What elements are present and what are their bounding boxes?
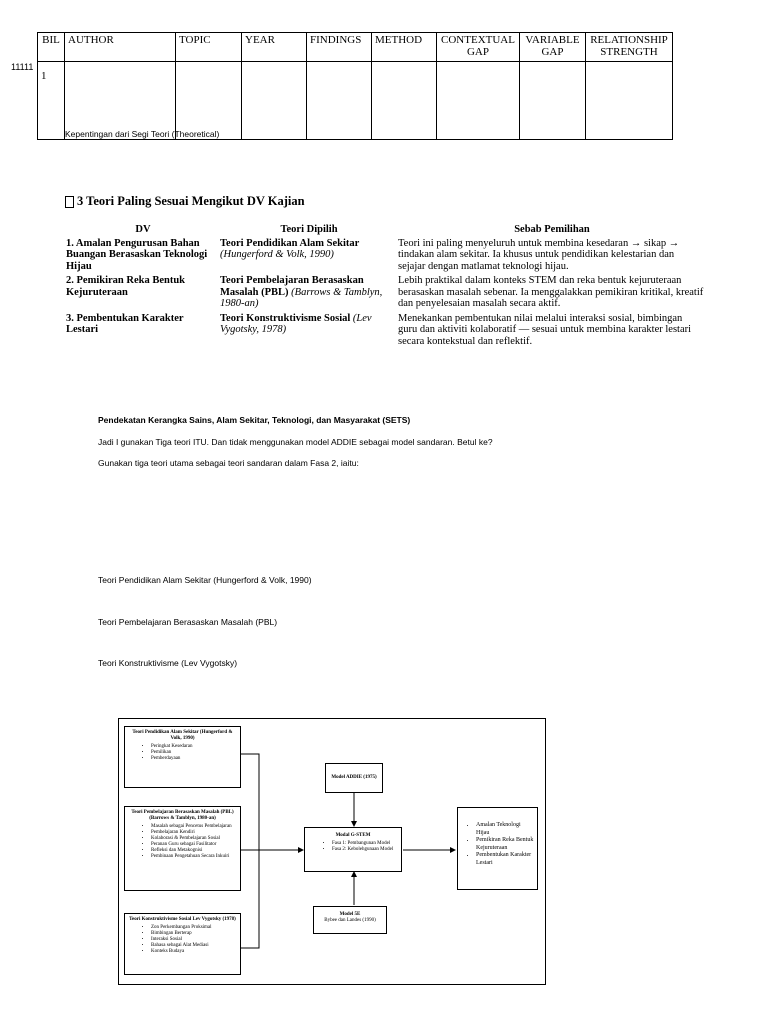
col-bil: BIL <box>38 33 65 62</box>
pbl-theory-box: Teori Pembelajaran Berasaskan Masalah (PBL) (Barrows & Tamblyn, 1980-an) • Masalah sebagai Pencetus Pembelajaran • Pembelajaran Kendiri • Kolaborasi & Pembelajaran Sosial • Peranan Guru sebagai Fasilitator • Refleksi dan Metakognisi • Pembinaan Pengetahuan Secara Inkuiri <box>124 806 241 891</box>
addie-model-box: Model ADDIE (1975) <box>325 763 383 793</box>
cell-relationship-strength <box>586 62 673 140</box>
theory-3-text: Teori Konstruktivisme (Lev Vygotsky) <box>98 658 238 668</box>
row-number: 1 <box>38 62 65 140</box>
theory-row <box>66 275 706 313</box>
model-5e-box: Model 5E Bybee dan Landes (1990) <box>313 906 387 934</box>
section-title <box>65 194 305 209</box>
row-label: 11111 <box>11 62 34 72</box>
col-author: AUTHOR <box>65 33 176 62</box>
checkbox-glyph-icon <box>65 196 74 208</box>
framework-diagram <box>118 718 546 985</box>
col-method: METHOD <box>372 33 437 62</box>
cell-variable-gap <box>520 62 586 140</box>
gstem-model-box: Modal G-STEM • Fasa 1: Pembangunan Model • Fasa 2: Kebolehgunaan Model <box>304 827 402 872</box>
reason-cell: Menekankan pembentukan nilai melalui interaksi sosial, bimbingan guru dan aktiviti kolaboratif — sesuai untuk membina karakter lestari secara kontekstual dan reflektif. <box>398 312 692 347</box>
dv-cell: 2. Pemikiran Reka Bentuk Kejuruteraan <box>66 275 186 298</box>
cell-topic <box>176 62 242 140</box>
col-topic: TOPIC <box>176 33 242 62</box>
constructivism-theory-box: Teori Konstruktivisme Sosial Lev Vygotsky (1978) • Zon Perkembangan Proksimal • Bimbingan Berterap • Interaksi Sosial • Bahasa sebagai Alat Mediasi • Konteks Budaya <box>124 913 241 975</box>
theory-col-dv: DV <box>135 224 151 235</box>
col-findings: FINDINGS <box>307 33 372 62</box>
theory-row <box>66 313 706 351</box>
theory-cell: Teori Konstruktivisme Sosial (Lev Vygotsky, 1978) <box>220 312 372 335</box>
cell-findings <box>307 62 372 140</box>
table-header-row <box>38 33 673 62</box>
cell-author <box>65 62 176 140</box>
question-text: Jadi I gunakan Tiga teori ITU. Dan tidak menggunakan model ADDIE sebagai model sandaran. Betul ke? <box>98 437 493 447</box>
outcomes-box: • Amalan Teknologi Hijau • Pemikiran Reka Bentuk Kejuruteraan • Pembentukan Karakter Lestari <box>457 807 538 890</box>
theory-cell: Teori Pembelajaran Berasaskan Masalah (PBL) (Barrows & Tamblyn, 1980-an) <box>220 275 383 309</box>
table-note: Kepentingan dari Segi Teori (Theoretical) <box>65 129 220 139</box>
col-relationship-strength: RELATIONSHIP STRENGTH <box>586 33 673 62</box>
env-education-theory-box: Teori Pendidikan Alam Sekitar (Hungerford & Volk, 1990) • Peringkat Kesedaran • Pemilikan • Pemberdayaan <box>124 726 241 788</box>
table-row <box>38 62 673 140</box>
connector-line <box>241 754 259 948</box>
theory-table <box>66 224 706 350</box>
col-contextual-gap: CONTEXTUAL GAP <box>437 33 520 62</box>
col-year: YEAR <box>242 33 307 62</box>
reason-cell: Lebih praktikal dalam konteks STEM dan reka bentuk kejuruteraan berasaskan masalah sebenar. Ia menggalakkan pemikiran kritikal, kreatif dan penyelesaian masalah secara aktif. <box>398 275 704 309</box>
theory-col-reason: Sebab Pemilihan <box>514 224 590 235</box>
cell-method <box>372 62 437 140</box>
theory-1-text: Teori Pendidikan Alam Sekitar (Hungerford & Volk, 1990) <box>98 575 312 585</box>
theory-cell: Teori Pendidikan Alam Sekitar (Hungerford & Volk, 1990) <box>220 237 360 260</box>
cell-year <box>242 62 307 140</box>
dv-cell: 3. Pembentukan Karakter Lestari <box>66 312 184 335</box>
cell-contextual-gap <box>437 62 520 140</box>
answer-intro: Gunakan tiga teori utama sebagai teori sandaran dalam Fasa 2, iaitu: <box>98 458 359 468</box>
reason-cell: Teori ini paling menyeluruh untuk membina kesedaran → sikap → tindakan alam sekitar. Ia khusus untuk pendidikan kelestarian dan sejajar dengan matlamat teknologi hijau. <box>398 237 680 272</box>
literature-table <box>37 32 673 140</box>
theory-2-text: Teori Pembelajaran Berasaskan Masalah (PBL) <box>98 617 278 627</box>
sets-heading: Pendekatan Kerangka Sains, Alam Sekitar, Teknologi, dan Masyarakat (SETS) <box>98 415 411 425</box>
theory-col-theory: Teori Dipilih <box>280 224 338 235</box>
theory-header-row <box>66 224 706 238</box>
col-variable-gap: VARIABLE GAP <box>520 33 586 62</box>
theory-row <box>66 238 706 276</box>
dv-cell: 1. Amalan Pengurusan Bahan Buangan Berasaskan Teknologi Hijau <box>66 237 208 272</box>
section-title-text: 3 Teori Paling Sesuai Mengikut DV Kajian <box>77 194 305 208</box>
